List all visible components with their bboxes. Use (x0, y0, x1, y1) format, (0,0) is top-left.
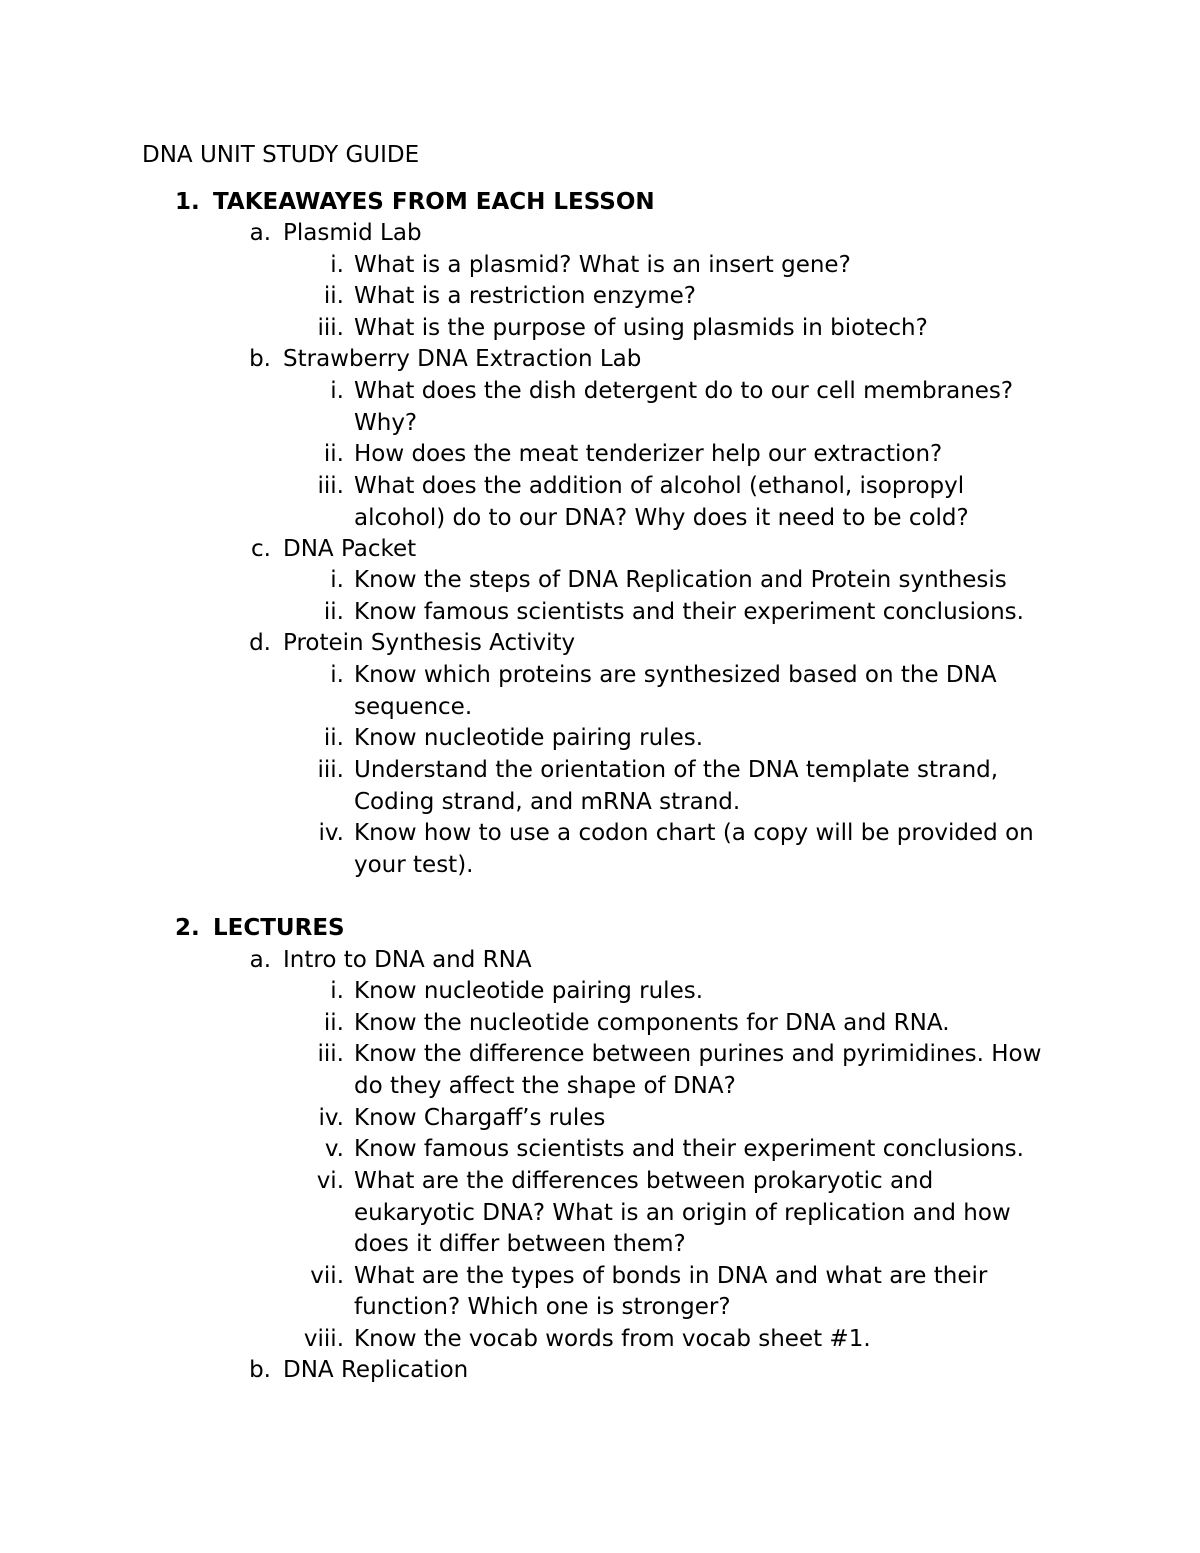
list-item: viii. Know the vocab words from vocab sheet #1. (303, 1326, 871, 1352)
list-item: v. Know famous scientists and their experiment conclusions. (324, 1136, 1024, 1162)
list-item-continuation: does it differ between them? (354, 1231, 686, 1257)
list-item: iii. What is the purpose of using plasmids in biotech? (317, 315, 928, 341)
list-item-continuation: Coding strand, and mRNA strand. (354, 789, 741, 815)
list-item-continuation: function? Which one is stronger? (354, 1294, 731, 1320)
list-item: i. Know which proteins are synthesized based on the DNA (330, 662, 997, 688)
list-item: iv. Know Chargaff’s rules (318, 1105, 606, 1131)
list-item: i. Know the steps of DNA Replication and Protein synthesis (330, 567, 1007, 593)
section-title: LECTURES (213, 915, 345, 941)
list-item: i. What is a plasmid? What is an insert gene? (330, 252, 851, 278)
document-title: DNA UNIT STUDY GUIDE (142, 142, 420, 168)
section-number: 2. (175, 915, 200, 941)
list-item-continuation: alcohol) do to our DNA? Why does it need to be cold? (354, 505, 969, 531)
list-item-continuation: your test). (354, 852, 474, 878)
list-item: ii. How does the meat tenderizer help our extraction? (323, 441, 943, 467)
list-item: ii. Know famous scientists and their experiment conclusions. (323, 599, 1024, 625)
topic-item: a. Intro to DNA and RNA (249, 947, 532, 973)
list-item-continuation: sequence. (354, 694, 473, 720)
list-item: iii. Know the difference between purines and pyrimidines. How (317, 1041, 1042, 1067)
topic-item: d. Protein Synthesis Activity (249, 630, 576, 656)
list-item: ii. Know the nucleotide components for DNA and RNA. (323, 1010, 950, 1036)
list-item-continuation: Why? (354, 410, 418, 436)
section-heading (0, 912, 1200, 944)
list-item: vi. What are the differences between prokaryotic and (316, 1168, 934, 1194)
section-heading (0, 186, 1200, 218)
list-item: ii. Know nucleotide pairing rules. (323, 725, 704, 751)
list-item: vii. What are the types of bonds in DNA and what are their (310, 1263, 988, 1289)
list-item: iii. Understand the orientation of the DNA template strand, (317, 757, 999, 783)
section-number: 1. (175, 189, 200, 215)
list-item-continuation: eukaryotic DNA? What is an origin of replication and how (354, 1200, 1011, 1226)
list-item-continuation: do they affect the shape of DNA? (354, 1073, 736, 1099)
section-title: TAKEAWAYES FROM EACH LESSON (213, 189, 655, 215)
topic-item: b. Strawberry DNA Extraction Lab (249, 346, 642, 372)
list-item: i. What does the dish detergent do to our cell membranes? (330, 378, 1014, 404)
list-item: iv. Know how to use a codon chart (a copy will be provided on (318, 820, 1034, 846)
topic-item: a. Plasmid Lab (249, 220, 422, 246)
list-item: ii. What is a restriction enzyme? (323, 283, 696, 309)
topic-item: c. DNA Packet (251, 536, 417, 562)
topic-item: b. DNA Replication (249, 1357, 469, 1383)
list-item: i. Know nucleotide pairing rules. (330, 978, 704, 1004)
list-item: iii. What does the addition of alcohol (ethanol, isopropyl (317, 473, 965, 499)
